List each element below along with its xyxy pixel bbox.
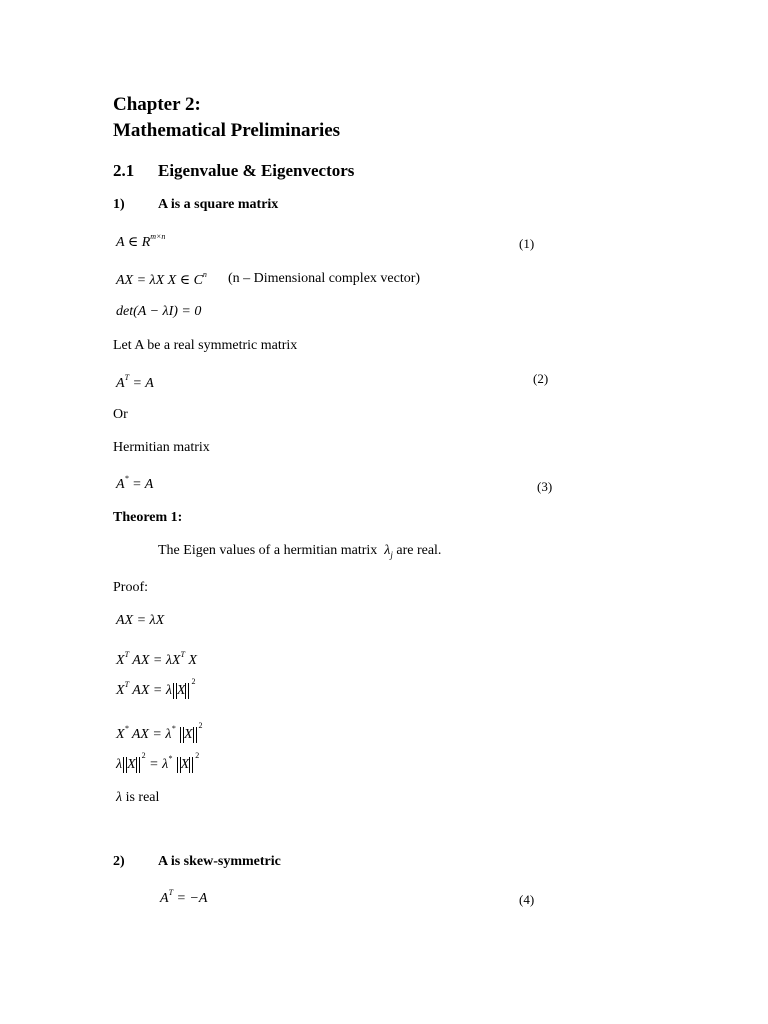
proof-line-5: λ $X^2 = \lambda^*$ $X^2$ [116, 751, 200, 772]
proof-conclusion: λ is real [116, 790, 160, 805]
equation-4: $A^T = -A$ [160, 888, 208, 906]
section-title: Eigenvalue & Eigenvectors [158, 161, 355, 180]
item1-title: A is a square matrix [158, 197, 279, 212]
symmetric-text: Let A be a real symmetric matrix [113, 338, 298, 353]
proof-line-4: X* AX = λ* $X^2$ [116, 721, 203, 742]
section-number: 2.1 [113, 161, 135, 180]
characteristic-equation: det(A − λI) = 0 [116, 304, 202, 319]
chapter-title: Mathematical Preliminaries [113, 120, 341, 141]
equation-1: A ∈ $R^{m\times n}$ [116, 232, 166, 250]
equation-1-number: (1) [519, 236, 535, 251]
proof-label: Proof: [113, 580, 148, 595]
eigen-equation: AX = λX X ∈ $C^n$ [116, 270, 207, 288]
equation-3-number: (3) [537, 479, 553, 494]
theorem-statement: The Eigen values of a hermitian matrix $\lambda_j$ are real. [158, 543, 442, 560]
proof-line-1: AX = λX [116, 613, 165, 628]
proof-line-2: $X^T$ AX = $\lambda X^T$ X [116, 650, 197, 668]
theorem-label: Theorem 1: [113, 510, 183, 525]
equation-3: A* = A [116, 474, 154, 492]
equation-2-number: (2) [533, 371, 549, 386]
hermitian-text: Hermitian matrix [113, 440, 210, 455]
eigen-equation-note: (n – Dimensional complex vector) [228, 271, 421, 286]
equation-2: $A^T = A$ [116, 373, 154, 391]
item1-number: 1) [113, 197, 125, 212]
item2-number: 2) [113, 854, 125, 869]
item2-title: A is skew-symmetric [158, 854, 281, 869]
chapter-number: Chapter 2: [113, 94, 201, 115]
or-text: Or [113, 407, 128, 422]
proof-line-3: $X^T$ AX = λ $X^2$ [116, 677, 196, 698]
equation-4-number: (4) [519, 892, 535, 907]
